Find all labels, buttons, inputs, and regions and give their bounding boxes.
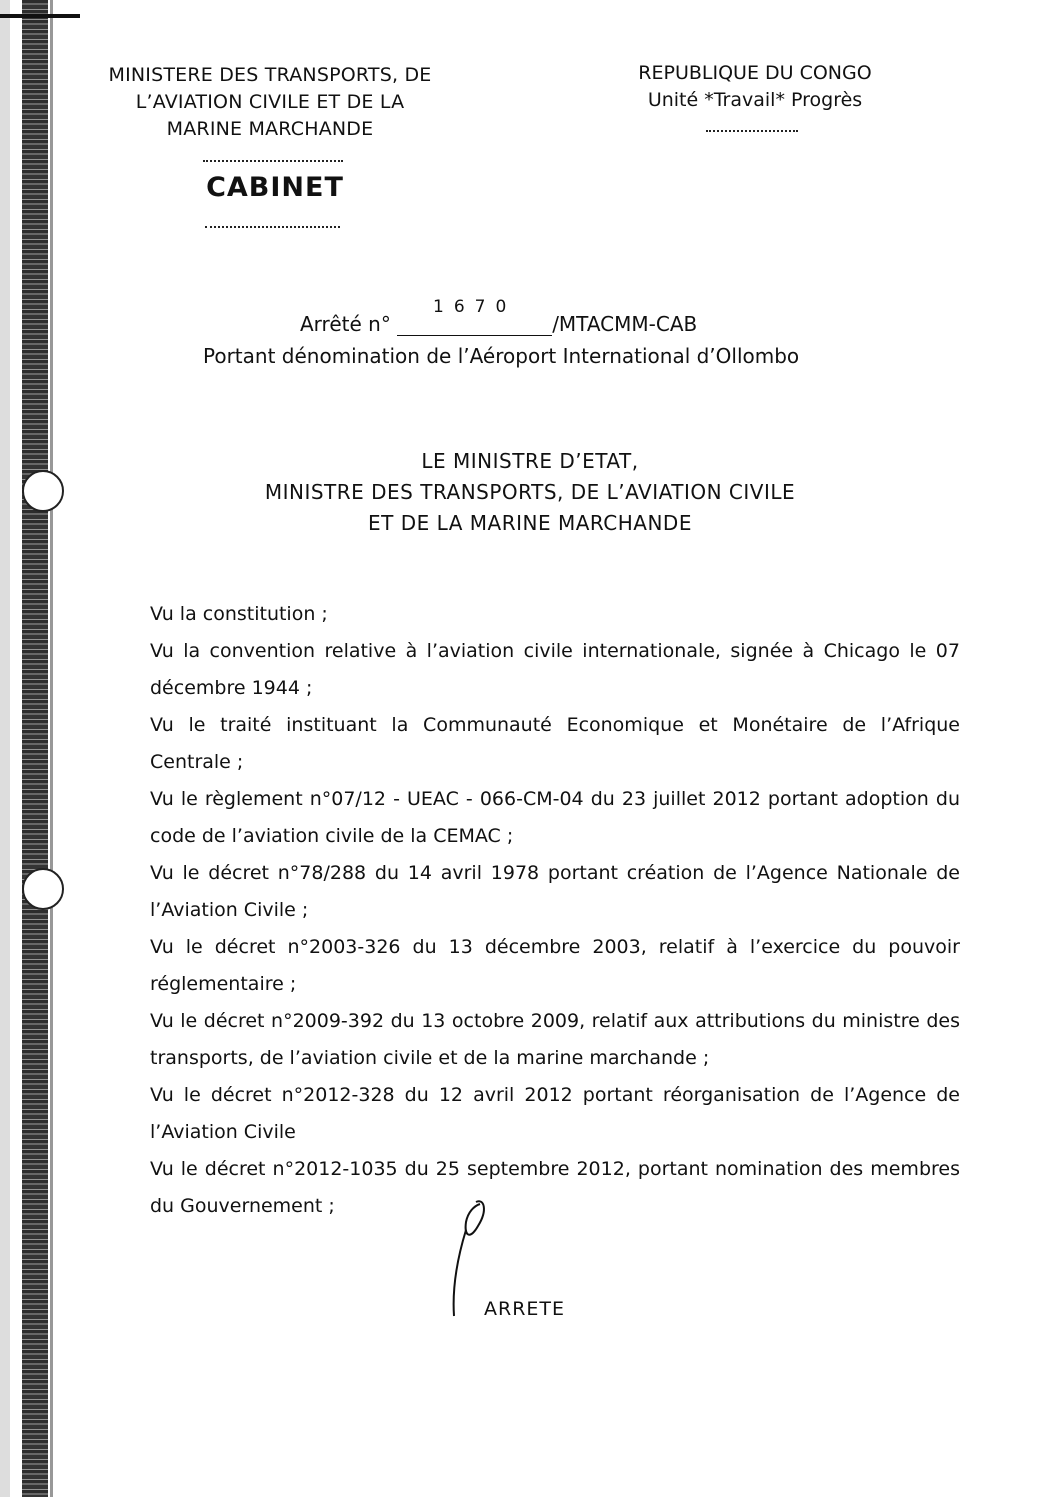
binding-line — [50, 0, 53, 1497]
separator — [706, 130, 798, 132]
punch-hole — [22, 470, 64, 512]
visa-item: Vu le décret n°2012-1035 du 25 septembre 2012, portant nomination des membres du Gouvernement ; — [150, 1158, 960, 1217]
ministry-line: MARINE MARCHANDE — [166, 118, 374, 140]
minister-title-line: MINISTRE DES TRANSPORTS, DE L’AVIATION CIVILE — [264, 480, 796, 504]
decree-suffix: /MTACMM-CAB — [552, 312, 698, 336]
decree-number: 1670 — [433, 297, 517, 317]
minister-title-line: ET DE LA MARINE MARCHANDE — [368, 511, 692, 535]
visa-item: Vu le décret n°78/288 du 14 avril 1978 portant création de l’Agence Nationale de l’Aviation Civile ; — [150, 862, 960, 921]
minister-title — [140, 446, 920, 539]
separator — [205, 226, 340, 228]
visa-item: Vu le décret n°2012-328 du 12 avril 2012 portant réorganisation de l’Agence de l’Aviation Civile — [150, 1084, 960, 1143]
visa-item: Vu le décret n°2003-326 du 13 décembre 2003, relatif à l’exercice du pouvoir réglementaire ; — [150, 936, 960, 995]
visa-item: Vu le décret n°2009-392 du 13 octobre 2009, relatif aux attributions du ministre des transports, de l’aviation civile et de la marine marchande ; — [150, 1010, 960, 1069]
punch-hole — [22, 868, 64, 910]
separator — [203, 160, 343, 162]
ministry-header — [70, 62, 470, 143]
decree-number-field — [397, 297, 552, 336]
republic-header — [590, 60, 920, 114]
decree-prefix: Arrêté n° — [300, 312, 391, 336]
ministry-line: L’AVIATION CIVILE ET DE LA — [135, 91, 405, 113]
visa-item: Vu la constitution ; — [150, 603, 328, 625]
visa-item: Vu la convention relative à l’aviation civile internationale, signée à Chicago le 07 décembre 1944 ; — [150, 640, 960, 699]
binding-strip — [22, 0, 48, 1497]
decree-subject: Portant dénomination de l’Aéroport International d’Ollombo — [203, 344, 800, 368]
office-name: CABINET — [206, 172, 344, 203]
minister-title-line: LE MINISTRE D’ETAT, — [421, 449, 639, 473]
country-name: REPUBLIQUE DU CONGO — [638, 62, 872, 84]
visa-item: Vu le règlement n°07/12 - UEAC - 066-CM-04 du 23 juillet 2012 portant adoption du code de l’aviation civile de la CEMAC ; — [150, 788, 960, 847]
scan-edge — [0, 0, 10, 1497]
ministry-line: MINISTERE DES TRANSPORTS, DE — [108, 64, 432, 86]
decision-heading: ARRETE — [484, 1298, 566, 1320]
national-motto: Unité *Travail* Progrès — [647, 89, 863, 111]
scan-mark — [0, 14, 80, 18]
visa-item: Vu le traité instituant la Communauté Economique et Monétaire de l’Afrique Centrale ; — [150, 714, 960, 773]
visas-list — [150, 596, 960, 1225]
decree-reference — [300, 297, 698, 336]
